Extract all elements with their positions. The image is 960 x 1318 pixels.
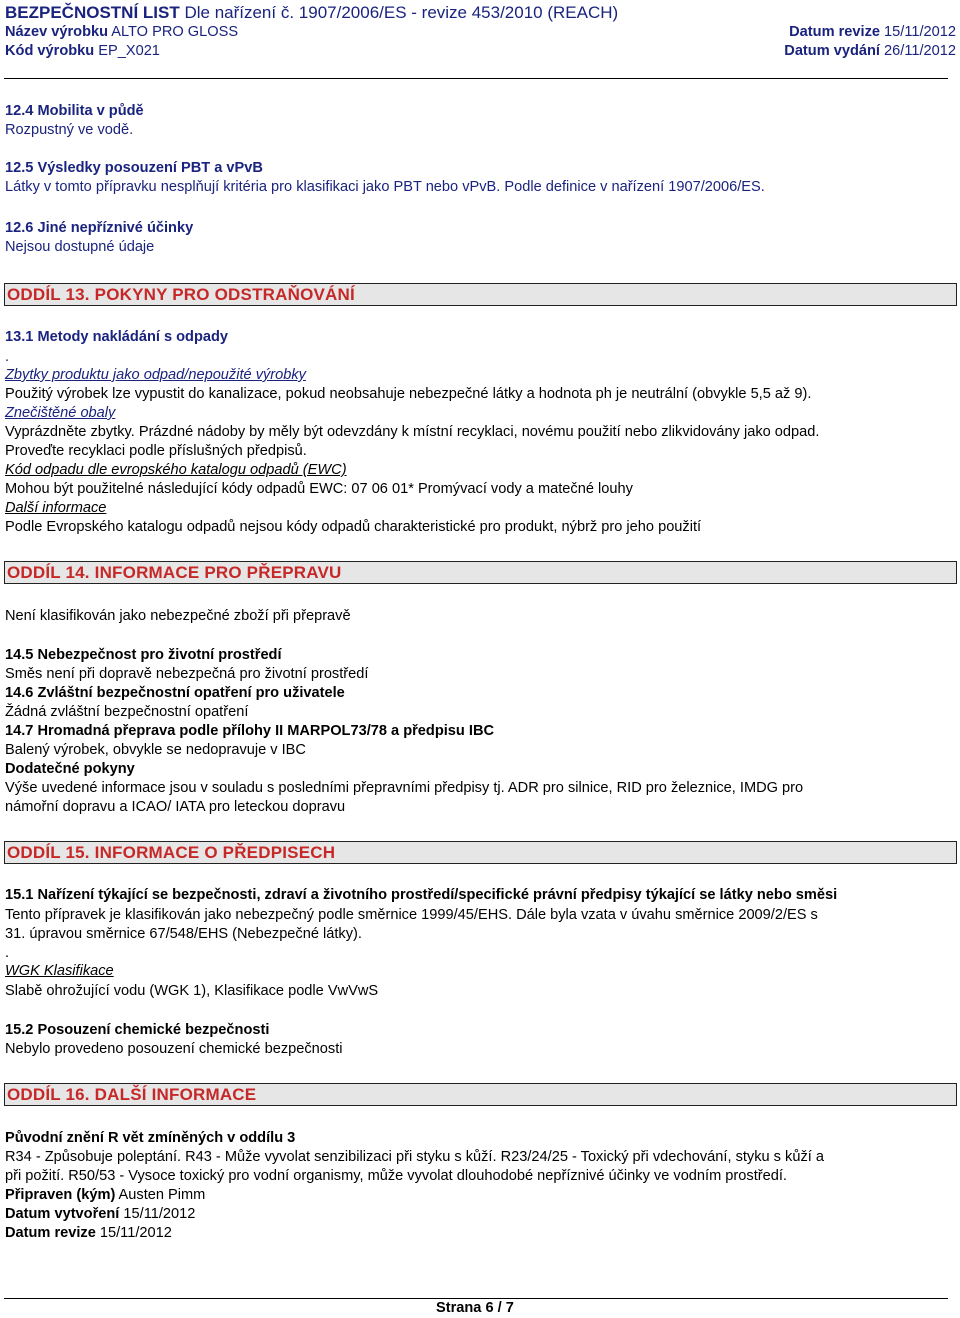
header-divider	[4, 78, 948, 79]
label-contaminated-packaging: Znečištěné obaly	[5, 405, 116, 421]
text-14-6: Žádná zvláštní bezpečnostní opatření	[5, 704, 249, 720]
revision-date-value: 15/11/2012	[879, 24, 956, 40]
product-name	[5, 23, 238, 42]
revision-date	[789, 23, 956, 42]
document-title	[5, 3, 618, 22]
text-wgk: Slabě ohrožující vodu (WGK 1), Klasifikace podle VwVwS	[5, 983, 379, 999]
heading-r-phrases: Původní znění R vět zmíněných v oddílu 3	[5, 1130, 296, 1146]
text-further-info: Podle Evropského katalogu odpadů nejsou kódy odpadů charakteristické pro produkt, nýbrž pro jeho použití	[5, 519, 702, 535]
section-15-header: ODDÍL 15. INFORMACE O PŘEDPISECH	[4, 841, 957, 864]
heading-14-7: 14.7 Hromadná přeprava podle přílohy II MARPOL73/78 a předpisu IBC	[5, 723, 495, 739]
heading-12-4: 12.4 Mobilita v půdě	[5, 103, 144, 119]
revision-date-footer	[5, 1224, 172, 1243]
text-12-4: Rozpustný ve vodě.	[5, 122, 134, 138]
dot-13: .	[5, 349, 10, 365]
created-date-label: Datum vytvoření	[5, 1206, 120, 1222]
text-14-7: Balený výrobek, obvykle se nedopravuje v IBC	[5, 742, 306, 758]
label-unused-products: Zbytky produktu jako odpad/nepoužité výrobky	[5, 367, 306, 383]
text-r-phrases-1: R34 - Způsobuje poleptání. R43 - Může vyvolat senzibilizaci při styku s kůží. R23/24/25 - Toxický při vdechování, styku s kůží a	[5, 1149, 824, 1165]
label-further-info: Další informace	[5, 500, 107, 516]
section-13-header: ODDÍL 13. POKYNY PRO ODSTRAŇOVÁNÍ	[4, 283, 957, 306]
prepared-by	[5, 1186, 205, 1205]
product-name-label: Název výrobku	[5, 24, 109, 40]
issue-date-value: 26/11/2012	[879, 43, 956, 59]
revision-date-footer-value: 15/11/2012	[95, 1225, 172, 1241]
product-name-value: ALTO PRO GLOSS	[108, 24, 239, 40]
text-ewc-code: Mohou být použitelné následující kódy odpadů EWC: 07 06 01* Promývací vody a matečné louhy	[5, 481, 633, 497]
section-14-header: ODDÍL 14. INFORMACE PRO PŘEPRAVU	[4, 561, 957, 584]
created-date-value: 15/11/2012	[119, 1206, 196, 1222]
text-contaminated-packaging-2: Proveďte recyklaci podle příslušných předpisů.	[5, 443, 307, 459]
heading-13-1: 13.1 Metody nakládání s odpady	[5, 329, 229, 345]
dot-15: .	[5, 945, 10, 961]
text-14-5: Směs není při dopravě nebezpečná pro životní prostředí	[5, 666, 369, 682]
heading-12-5: 12.5 Výsledky posouzení PBT a vPvB	[5, 160, 263, 176]
issue-date-label: Datum vydání	[784, 43, 880, 59]
text-12-5: Látky v tomto přípravku nesplňují kritéria pro klasifikaci jako PBT nebo vPvB. Podle definice v nařízení 1907/2006/ES.	[5, 179, 765, 195]
text-14-intro: Není klasifikován jako nebezpečné zboží při přepravě	[5, 608, 351, 624]
prepared-by-label: Připraven (kým)	[5, 1187, 116, 1203]
revision-date-label: Datum revize	[789, 24, 880, 40]
product-code-value: EP_X021	[94, 43, 160, 59]
heading-14-6: 14.6 Zvláštní bezpečnostní opatření pro uživatele	[5, 685, 345, 701]
product-code-label: Kód výrobku	[5, 43, 95, 59]
heading-14-5: 14.5 Nebezpečnost pro životní prostředí	[5, 647, 282, 663]
text-r-phrases-2: při požití. R50/53 - Vysoce toxický pro vodní organismy, může vyvolat dlouhodobé nepříznivé účinky ve vodním prostředí.	[5, 1168, 787, 1184]
heading-12-6: 12.6 Jiné nepříznivé účinky	[5, 220, 194, 236]
page-number: Strana 6 / 7	[436, 1300, 514, 1316]
document-title-bold: BEZPEČNOSTNÍ LIST	[5, 3, 180, 22]
text-15-2: Nebylo provedeno posouzení chemické bezpečnosti	[5, 1041, 343, 1057]
heading-15-1: 15.1 Nařízení týkající se bezpečnosti, zdraví a životního prostředí/specifické právní předpisy týkající se látky nebo směsi	[5, 887, 838, 903]
text-unused-products: Použitý výrobek lze vypustit do kanalizace, pokud neobsahuje nebezpečné látky a hodnota ph je neutrální (obvykle 5,5 až 9).	[5, 386, 812, 402]
issue-date	[784, 42, 956, 61]
text-15-1-b: 31. úpravou směrnice 67/548/EHS (Nebezpečné látky).	[5, 926, 362, 942]
label-wgk: WGK Klasifikace	[5, 963, 114, 979]
text-additional-notes-2: námořní dopravu a ICAO/ IATA pro leteckou dopravu	[5, 799, 346, 815]
created-date	[5, 1205, 195, 1224]
label-ewc-code: Kód odpadu dle evropského katalogu odpadů (EWC)	[5, 462, 347, 478]
text-12-6: Nejsou dostupné údaje	[5, 239, 155, 255]
text-15-1-a: Tento přípravek je klasifikován jako nebezpečný podle směrnice 1999/45/EHS. Dále byla vzata v úvahu směrnice 2009/2/ES s	[5, 907, 818, 923]
heading-15-2: 15.2 Posouzení chemické bezpečnosti	[5, 1022, 270, 1038]
text-contaminated-packaging-1: Vyprázdněte zbytky. Prázdné nádoby by měly být odevzdány k místní recyklaci, novému použití nebo zlikvidovány jako odpad.	[5, 424, 820, 440]
product-code	[5, 42, 160, 61]
prepared-by-value: Austen Pimm	[115, 1187, 206, 1203]
document-title-regulation: Dle nařízení č. 1907/2006/ES - revize 453/2010 (REACH)	[179, 3, 619, 22]
text-additional-notes-1: Výše uvedené informace jsou v souladu s posledními přepravními předpisy tj. ADR pro silnice, RID pro železnice, IMDG pro	[5, 780, 804, 796]
section-16-header: ODDÍL 16. DALŠÍ INFORMACE	[4, 1083, 957, 1106]
revision-date-footer-label: Datum revize	[5, 1225, 96, 1241]
heading-additional-notes: Dodatečné pokyny	[5, 761, 135, 777]
